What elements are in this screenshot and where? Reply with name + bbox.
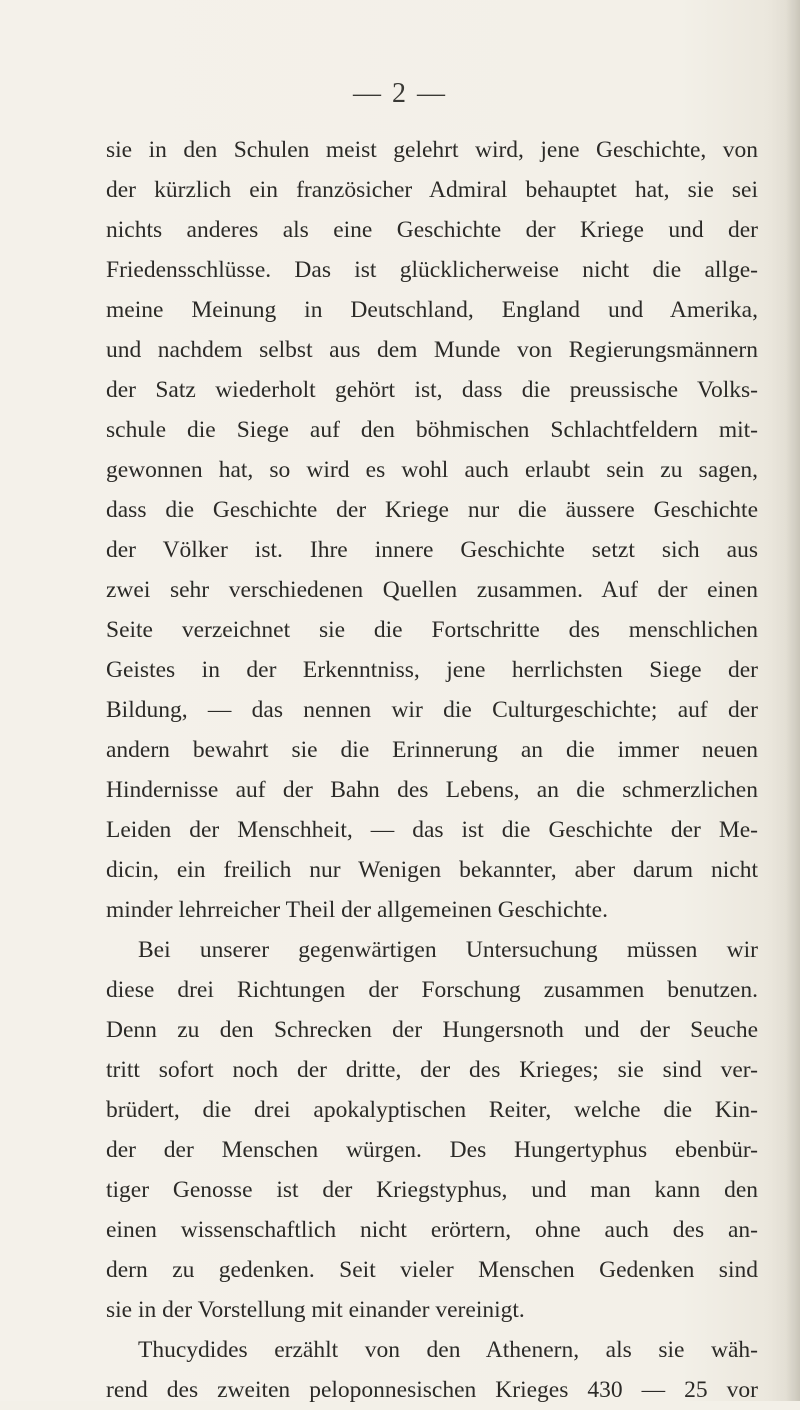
- text-line: nichts anderes als eine Geschichte der Kriege und der: [106, 217, 758, 243]
- text-line: der Völker ist. Ihre innere Geschichte setzt sich aus: [106, 537, 758, 563]
- text-line: sie in der Vorstellung mit einander vereinigt.: [106, 1297, 525, 1323]
- text-line: Thucydides erzählt von den Athenern, als sie wäh-: [138, 1337, 758, 1363]
- page-number: — 2 —: [353, 78, 447, 109]
- body-text: [106, 130, 758, 1410]
- text-line: rend des zweiten peloponnesischen Krieges 430 — 25 vor: [106, 1377, 758, 1403]
- text-line: andern bewahrt sie die Erinnerung an die immer neuen: [106, 737, 758, 763]
- text-line: Denn zu den Schrecken der Hungersnoth und der Seuche: [106, 1017, 758, 1043]
- text-line: Friedensschlüsse. Das ist glücklicherweise nicht die allge-: [106, 257, 758, 283]
- text-line: dern zu gedenken. Seit vieler Menschen Gedenken sind: [106, 1257, 758, 1283]
- text-line: Geistes in der Erkenntniss, jene herrlichsten Siege der: [106, 657, 758, 683]
- text-line: Bildung, — das nennen wir die Culturgeschichte; auf der: [106, 697, 758, 723]
- text-line: schule die Siege auf den böhmischen Schlachtfeldern mit-: [106, 417, 758, 443]
- text-line: Hindernisse auf der Bahn des Lebens, an die schmerzlichen: [106, 777, 758, 803]
- text-line: minder lehrreicher Theil der allgemeinen Geschichte.: [106, 897, 608, 923]
- text-line: der kürzlich ein französicher Admiral behauptet hat, sie sei: [106, 177, 758, 203]
- text-line: meine Meinung in Deutschland, England und Amerika,: [106, 297, 758, 323]
- text-line: brüdert, die drei apokalyptischen Reiter, welche die Kin-: [106, 1097, 758, 1123]
- text-line: Bei unserer gegenwärtigen Untersuchung müssen wir: [138, 937, 758, 963]
- text-line: der Satz wiederholt gehört ist, dass die preussische Volks-: [106, 377, 758, 403]
- text-line: zwei sehr verschiedenen Quellen zusammen. Auf der einen: [106, 577, 758, 603]
- text-line: tiger Genosse ist der Kriegstyphus, und man kann den: [106, 1177, 758, 1203]
- text-line: Seite verzeichnet sie die Fortschritte des menschlichen: [106, 617, 758, 643]
- text-line: sie in den Schulen meist gelehrt wird, jene Geschichte, von: [106, 137, 758, 163]
- text-line: und nachdem selbst aus dem Munde von Regierungsmännern: [106, 337, 758, 363]
- text-line: dicin, ein freilich nur Wenigen bekannter, aber darum nicht: [106, 857, 758, 883]
- text-line: diese drei Richtungen der Forschung zusammen benutzen.: [106, 977, 758, 1003]
- text-line: dass die Geschichte der Kriege nur die äussere Geschichte: [106, 497, 758, 523]
- text-line: der der Menschen würgen. Des Hungertyphus ebenbür-: [106, 1137, 758, 1163]
- text-line: tritt sofort noch der dritte, der des Krieges; sie sind ver-: [106, 1057, 758, 1083]
- text-line: Leiden der Menschheit, — das ist die Geschichte der Me-: [106, 817, 758, 843]
- page-spine-shadow: [786, 0, 800, 1401]
- text-line: einen wissenschaftlich nicht erörtern, ohne auch des an-: [106, 1217, 758, 1243]
- text-line: gewonnen hat, so wird es wohl auch erlaubt sein zu sagen,: [106, 457, 758, 483]
